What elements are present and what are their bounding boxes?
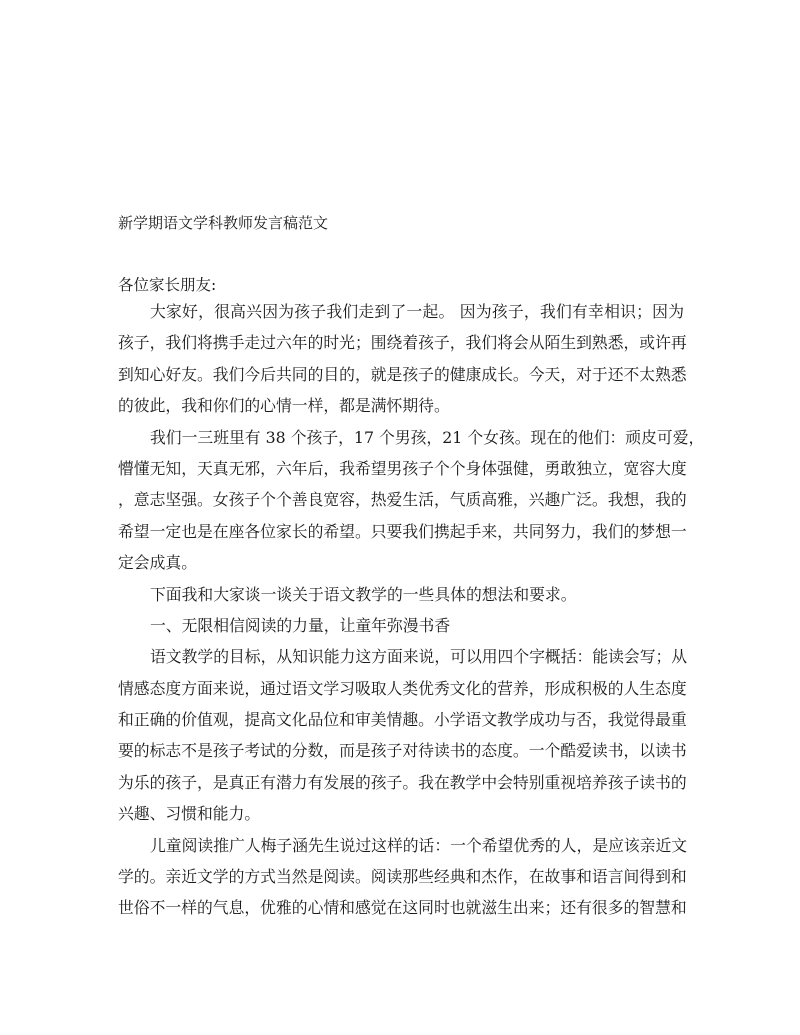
text-line: 语文教学的目标，从知识能力这方面来说，可以用四个字概括：能读会写；从 (150, 647, 688, 667)
document-title: 新学期语文学科教师发言稿范文 (118, 214, 329, 232)
text-line: 下面我和大家谈一谈关于语文教学的一些具体的想法和要求。 (150, 584, 577, 604)
text-line: 我们一三班里有 38 个孩子，17 个男孩，21 个女孩。现在的他们：顽皮可爱， (150, 427, 705, 447)
text-line: 到知心好友。我们今后共同的目的，就是孩子的健康成长。今天，对于还不太熟悉 (118, 364, 687, 384)
text-line: 兴趣、习惯和能力。 (118, 804, 261, 824)
text-line: 的彼此，我和你们的心情一样，都是满怀期待。 (118, 396, 450, 416)
text-line: ，意志坚强。女孩子个个善良宽容，热爱生活，气质高雅，兴趣广泛。我想，我的 (118, 490, 687, 510)
text-line: 学的。亲近文学的方式当然是阅读。阅读那些经典和杰作，在故事和语言间得到和 (118, 867, 687, 887)
text-line: 儿童阅读推广人梅子涵先生说过这样的话：一个希望优秀的人，是应该亲近文 (150, 835, 688, 855)
text-line: 和正确的价值观，提高文化品位和审美情趣。小学语文教学成功与否，我觉得最重 (118, 710, 687, 730)
salutation: 各位家长朋友: (118, 276, 217, 294)
text-line: 要的标志不是孩子考试的分数，而是孩子对待读书的态度。一个酷爱读书，以读书 (118, 741, 687, 761)
text-line: 情感态度方面来说，通过语文学习吸取人类优秀文化的营养，形成积极的人生态度 (118, 678, 687, 698)
text-line: 世俗不一样的气息，优雅的心情和感觉在这同时也就滋生出来；还有很多的智慧和 (118, 898, 687, 918)
text-line: 大家好，很高兴因为孩子我们走到了一起。 因为孩子，我们有幸相识；因为 (150, 302, 684, 321)
text-line: 懵懂无知，天真无邪，六年后，我希望男孩子个个身体强健，勇敢独立，宽容大度 (118, 458, 687, 478)
text-line: 为乐的孩子，是真正有潜力有发展的孩子。我在教学中会特别重视培养孩子读书的 (118, 772, 687, 792)
text-line: 孩子，我们将携手走过六年的时光；围绕着孩子，我们将会从陌生到熟悉，或许再 (118, 333, 687, 353)
text-line: 希望一定也是在座各位家长的希望。只要我们携起手来，共同努力，我们的梦想一 (118, 521, 687, 541)
document-body (118, 301, 705, 929)
text-line: 定会成真。 (118, 553, 197, 573)
text-line: 一、无限相信阅读的力量，让童年弥漫书香 (150, 615, 451, 635)
